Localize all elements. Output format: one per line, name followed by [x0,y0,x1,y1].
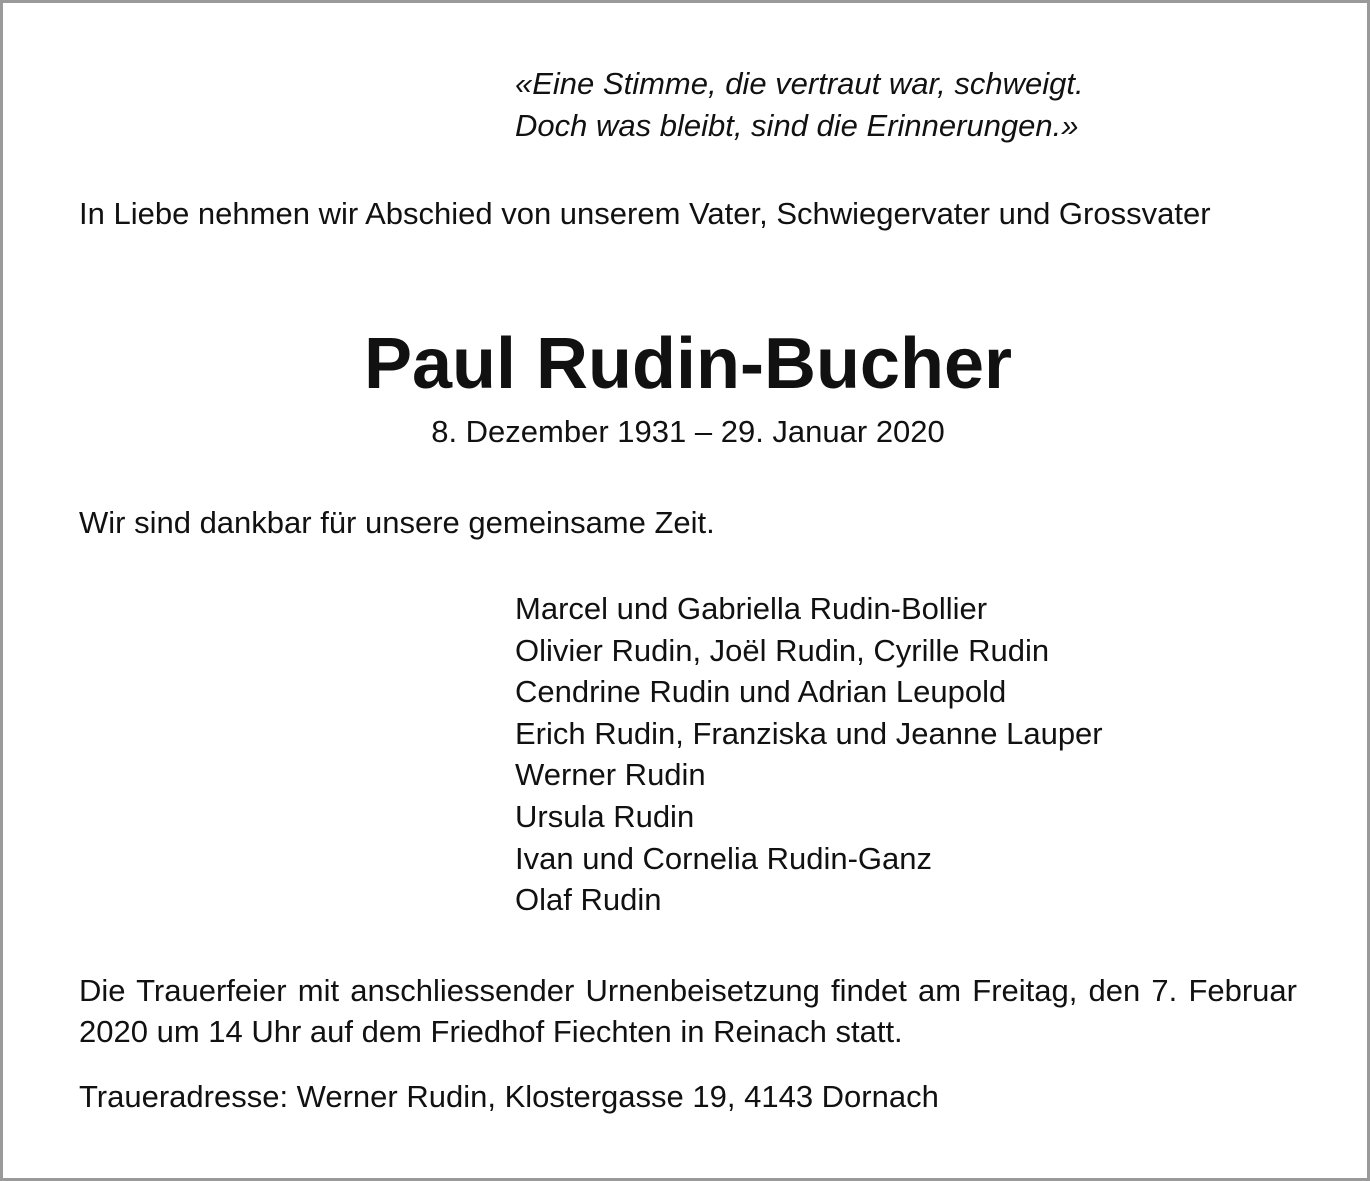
mourner-entry: Ursula Rudin [515,798,695,834]
deceased-name: Paul Rudin-Bucher [363,324,1013,404]
mourning-address: Traueradresse: Werner Rudin, Klostergasse 19, 4143 Dornach [79,1079,939,1114]
ceremony-info: Die Trauerfeier mit anschliessender Urnenbeisetzung findet am Freitag, den 7. Februar 2020 um 14 Uhr auf dem Friedhof Fiechten in Reinach statt. [79,973,1297,1049]
mourner-entry: Olivier Rudin, Joël Rudin, Cyrille Rudin [515,632,1050,668]
life-dates: 8. Dezember 1931 – 29. Januar 2020 [431,414,945,449]
memorial-quote [515,63,1084,147]
quote-line-1: «Eine Stimme, die vertraut war, schweigt. [515,66,1084,101]
mourner-entry: Marcel und Gabriella Rudin-Bollier [515,591,988,626]
mourner-entry: Erich Rudin, Franziska und Jeanne Lauper [515,715,1103,751]
mourner-entry: Olaf Rudin [515,882,662,918]
mourner-entry: Ivan und Cornelia Rudin-Ganz [515,840,933,876]
thanks-text: Wir sind dankbar für unsere gemeinsame Zeit. [79,505,715,540]
mourner-entry: Cendrine Rudin und Adrian Leupold [515,674,1007,710]
mourner-entry: Werner Rudin [515,757,706,793]
mourners-list [515,588,1103,921]
intro-text: In Liebe nehmen wir Abschied von unserem Vater, Schwiegervater und Grossvater [79,196,1211,231]
quote-line-2: Doch was bleibt, sind die Erinnerungen.» [515,108,1079,143]
